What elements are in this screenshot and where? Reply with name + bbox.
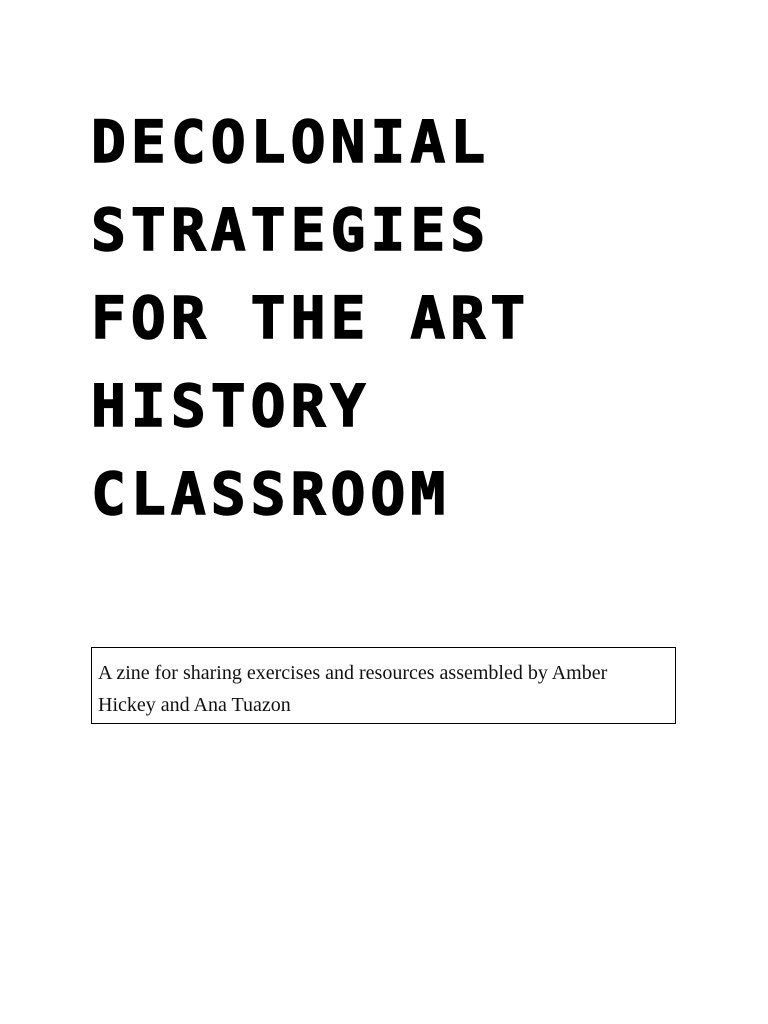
subtitle-text: A zine for sharing exercises and resources assembled by Amber Hickey and Ana Tuazon	[98, 662, 608, 716]
title-line-1: DECOLONIAL	[91, 108, 491, 176]
subtitle-box	[91, 647, 676, 724]
title-line-3: FOR THE ART	[91, 284, 531, 352]
title-line-2: STRATEGIES	[91, 196, 491, 264]
document-title	[91, 98, 530, 538]
title-line-4: HISTORY	[91, 372, 371, 440]
title-line-5: CLASSROOM	[91, 460, 451, 528]
